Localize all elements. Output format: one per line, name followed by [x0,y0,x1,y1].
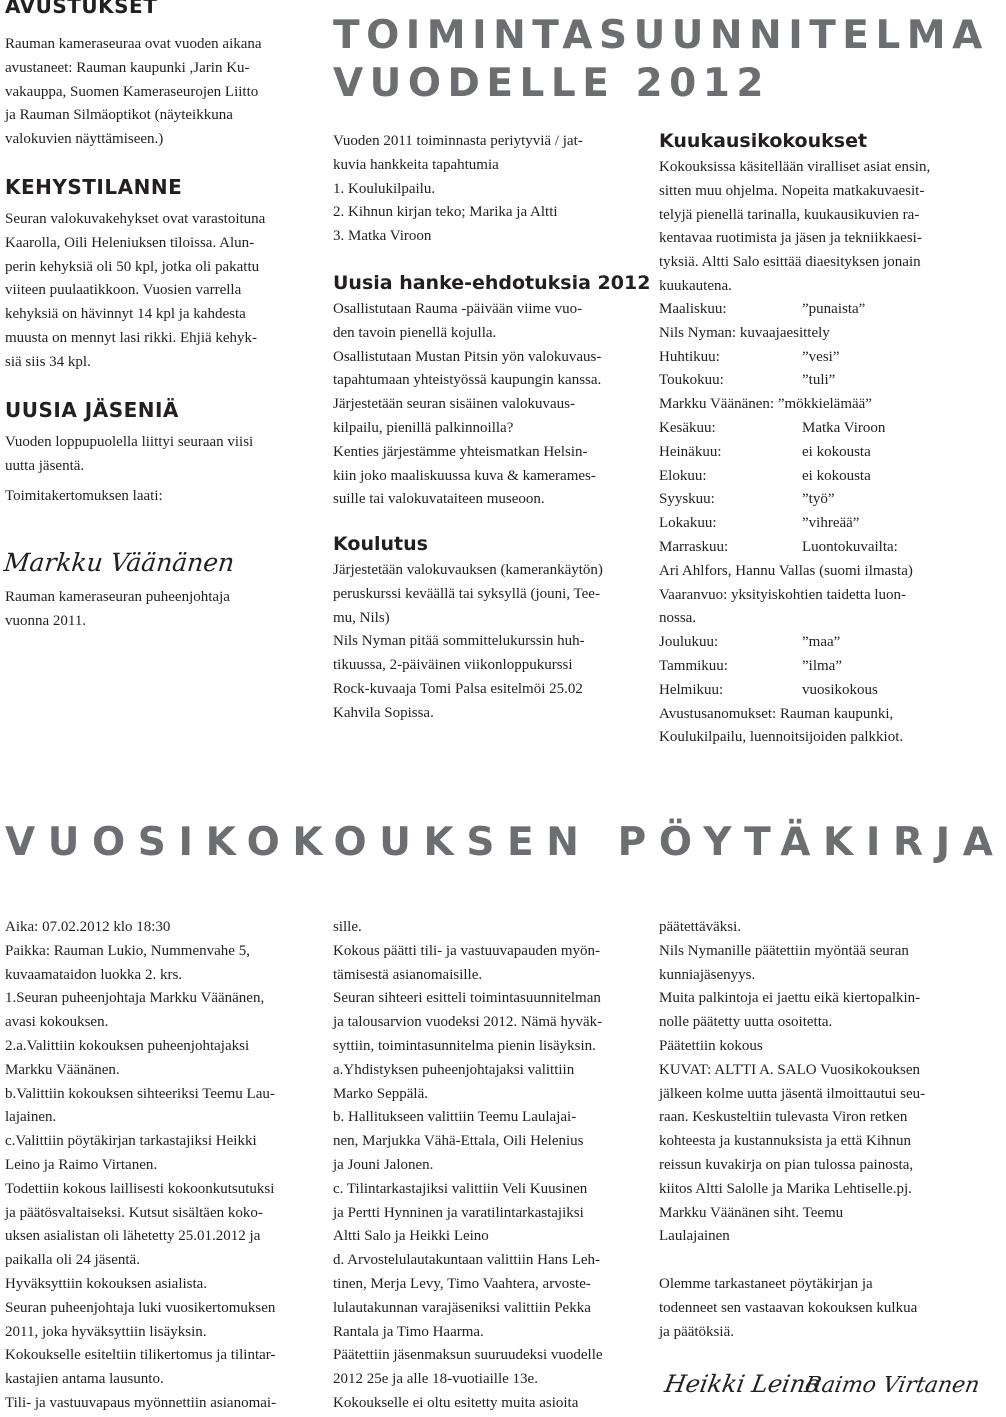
month-label: Lokakuu: [659,515,717,532]
text-line: kunniajäsenyys. [659,966,756,983]
schedule-row [659,631,957,655]
intro-text [333,130,629,249]
left-column [2,0,301,629]
signature-heikki-leino [662,1356,823,1406]
text-line: viiteen puulaatikkoon. Vuosien varrella [5,282,242,299]
text-line: jälkeen kolme uutta jäsentä ilmoittautui seu- [659,1085,926,1102]
text-line: uksen asialistan oli lähetetty 25.01.2012 ja [5,1228,261,1245]
text-line: Päätettiin kokous [659,1037,763,1054]
text-line: kuukautena. [659,277,732,294]
text-line: Rantala ja Timo Haarma. [333,1323,484,1340]
schedule-row [659,607,957,631]
month-label: Elokuu: [659,467,707,484]
schedule-row [659,584,957,608]
text-line: Rauman kameraseuran puheenjohtaja [5,589,230,605]
text-line: Avustusanomukset: Rauman kaupunki, [659,705,894,722]
kehystilanne-text [5,208,301,375]
month-topic: ”punaista” [802,301,866,317]
text-line: Vuoden 2011 toiminnasta periytyviä / jat- [333,133,583,149]
text-line: c.Valittiin pöytäkirjan tarkastajiksi Heikki [5,1133,257,1150]
koulutus-text [333,559,629,726]
text-line: Tili- ja vastuuvapaus myönnettiin asianomai- [5,1394,277,1411]
text-line: tikuussa, 2-päiväinen viikonloppukurssi [333,657,573,674]
month-label: Tammikuu: [659,657,728,674]
text-line: kuvaamataidon luokka 2. krs. [5,966,183,983]
month-label: Maaliskuu: [659,301,727,317]
heading-kuukausikokoukset: Kuukausikokoukset [659,130,868,152]
schedule-row [659,322,957,346]
text-line: ja Jouni Jalonen. [333,1156,434,1173]
text-line: avasi kokouksen. [5,1014,109,1031]
text-line: siä siis 34 kpl. [5,353,91,370]
text-line: Todettiin kokous laillisesti kokoonkutsutuksi [5,1180,275,1197]
text-line: Nils Nyman pitää sommittelukurssin huh- [333,633,585,650]
text-line: Osallistutaan Rauma -päivään viime vuo- [333,301,583,317]
schedule-list [659,298,957,750]
signature-markku [2,535,236,585]
text-line: Kokoukselle ei oltu esitetty muita asioita [333,1394,579,1411]
text-line: Kokous päätti tili- ja vastuuvapauden myön- [333,942,601,959]
text-line: kastajien antama lausunto. [5,1371,164,1388]
text-line: ja päätösvaltaiseksi. Kutsut sisältäen koko- [5,1204,263,1221]
text-line: mu, Nils) [333,609,390,626]
text-line: raan. Keskusteltiin tulevasta Viron retken [659,1109,908,1126]
text-line: suille tai valokuvataiteen museoon. [333,491,545,508]
text-line: kiin joko maaliskuussa kuva & kamerames- [333,467,596,484]
text-line: b.Valittiin kokouksen sihteeriksi Teemu Lau- [5,1085,275,1102]
text-line: Markku Väänänen. [5,1061,120,1078]
signature-raimo-virtanen [802,1356,982,1406]
text-line: Osallistutaan Mustan Pitsin yön valokuvaus- [333,348,602,365]
month-topic: vuosikokous [802,681,878,698]
month-label: Syyskuu: [659,491,715,508]
minutes-column-1 [5,916,303,1416]
text-line: Rock-kuvaaja Tomi Palsa esitelmöi 25.02 [333,680,583,697]
schedule-note: Ari Ahlfors, Hannu Vallas (suomi ilmasta) [659,562,913,579]
text-line: Paikka: Rauman Lukio, Nummenvahe 5, [5,942,250,959]
schedule-row [659,536,957,560]
signature-text: Heikki Leino [662,1370,823,1398]
month-label: Kesäkuu: [659,419,716,436]
text-line: 1.Seuran puheenjohtaja Markku Väänänen, [5,990,265,1007]
text-line: c. Tilintarkastajiksi valittiin Veli Kuusinen [333,1180,588,1197]
schedule-row [659,346,957,370]
text-line: kuvia hankkeita tapahtumia [333,156,499,173]
minutes-column-2 [333,916,633,1416]
month-topic: Matka Viroon [802,419,886,436]
text-line: Hyväksyttiin kokouksen asialista. [5,1275,208,1292]
minutes-banner: VUOSIKOKOUKSEN PÖYTÄKIRJA [5,820,1006,865]
text-line: Päätettiin jäsenmaksun suuruudeksi vuodelle [333,1347,603,1364]
text-line: Nils Nymanille päätettiin myöntää seuran [659,942,909,959]
schedule-row [659,488,957,512]
text-line: reissun kuvakirja on pian tulossa painosta, [659,1156,914,1173]
schedule-note: Nils Nyman: kuvaajaesittely [659,324,830,341]
schedule-note: nossa. [659,610,697,627]
text-line: todenneet sen vastaavan kokouksen kulkua [659,1299,918,1316]
text-line: a.Yhdistyksen puheenjohtajaksi valittiin [333,1061,575,1078]
text-line: kiitos Altti Salolle ja Marika Lehtiselle.pj. [659,1180,912,1197]
schedule-row [659,465,957,489]
text-line: vuonna 2011. [5,612,87,629]
text-line: ja talousarvion vuodeksi 2012. Nämä hyväk- [333,1014,603,1031]
text-line: nen, Marjukka Vähä-Ettala, Oili Helenius [333,1133,584,1150]
month-topic: ”maa” [802,634,841,651]
schedule-row [659,298,957,322]
text-line: avustaneet: Rauman kaupunki ,Jarin Ku- [5,59,250,76]
text-line: Markku Väänänen siht. Teemu [659,1204,844,1221]
list-item: 1. Koulukilpailu. [333,180,436,197]
schedule-row [659,560,957,584]
text-line: Järjestetään seuran sisäinen valokuvaus- [333,396,575,413]
text-line: kentavaa ruotimista ja jäsen ja tekniikkaesi- [659,230,922,247]
text-line: tyksiä. Altti Salo esittää diaesityksen jonain [659,254,921,271]
text-line: KUVAT: ALTTI A. SALO Vuosikokouksen [659,1061,921,1078]
avustukset-text [5,33,301,152]
text-line: Kokouksissa käsitellään viralliset asiat ensin, [659,159,931,175]
text-line: Olemme tarkastaneet pöytäkirjan ja [659,1276,873,1293]
text-line: ja päätöksiä. [659,1323,734,1340]
text-line: Kahvila Sopissa. [333,704,434,721]
text-line: Seuran valokuvakehykset ovat varastoituna [5,211,266,227]
text-line: syttiin, toimintasunnitelma pienin lisäyksin. [333,1037,596,1054]
month-topic: ”vesi” [802,348,840,365]
text-line: perin kehyksiä oli 50 kpl, jotka oli pakattu [5,258,260,275]
signature-text: Markku Väänänen [2,548,236,577]
text-line: kehyksiä on hävinnyt 14 kpl ja kahdesta [5,306,246,323]
text-line: Kokoukselle esiteltiin tilikertomus ja tilintar- [5,1347,276,1364]
text-line: ja Rauman Silmäoptikot (näyteikkuna [5,107,233,124]
heading-uusia-jasenia: UUSIA JÄSENIÄ [5,398,179,422]
month-topic: ”vihreää” [802,515,860,532]
spacer [659,1249,957,1273]
month-topic: ”työ” [802,491,835,508]
role-text [5,586,301,634]
kuukausi-intro [659,156,957,299]
month-label: Joulukuu: [659,634,719,651]
month-label: Helmikuu: [659,681,724,698]
schedule-note: Markku Väänänen: ”mökkielämää” [659,396,872,413]
text-line: uutta jäsentä. [5,457,85,474]
month-label: Marraskuu: [659,538,729,555]
month-topic: ei kokousta [802,443,871,460]
heading-kehystilanne: KEHYSTILANNE [5,175,183,199]
text-line: Koulukilpailu, luennoitsijoiden palkkiot. [659,729,904,746]
text-line: ja Pertti Hynninen ja varatilintarkastajiksi [333,1204,584,1221]
schedule-row [659,679,957,703]
uusia-text [5,431,301,479]
text-line: Laulajainen [659,1228,730,1245]
month-topic: ei kokousta [802,467,871,484]
text-line: muusta on mennyt lasi rikki. Ehjiä kehyk- [5,329,258,346]
text-line: lajainen. [5,1109,57,1126]
text-line: Marko Seppälä. [333,1085,428,1102]
text-line: päätettäväksi. [659,919,742,935]
month-topic: ”ilma” [802,657,842,674]
text-line: valokuvien näyttämiseen.) [5,131,164,148]
text-line: Muita palkintoja ei jaettu eikä kiertopalkin- [659,990,921,1007]
month-label: Heinäkuu: [659,443,722,460]
text-line: vakauppa, Suomen Kameraseurojen Liitto [5,83,259,100]
laati-text: Toimitakertomuksen laati: [5,488,163,504]
text-line: Altti Salo ja Heikki Leino [333,1228,489,1245]
text-line: Kenties järjestämme yhteismatkan Helsin- [333,443,588,460]
text-line: den tavoin pienellä kojulla. [333,324,497,341]
text-line: 2.a.Valittiin kokouksen puheenjohtajaksi [5,1037,250,1054]
text-line: telyjä pienellä tarinalla, kuukausikuvien ra- [659,206,920,223]
schedule-row [659,441,957,465]
text-line: 2012 25e ja alle 18-vuotiaille 13e. [333,1371,538,1388]
text-line: kilpailu, pienillä palkinnoilla? [333,419,514,436]
title-line-2: VUODELLE 2012 [333,61,770,106]
text-line: peruskurssi keväällä tai syksyllä (jouni, Tee- [333,585,600,602]
text-line: Järjestetään valokuvauksen (kamerankäytön) [333,562,603,578]
text-line: lulautakunnan varajäseniksi valittiin Pekka [333,1299,591,1316]
text-line: Rauman kameraseuraa ovat vuoden aikana [5,36,262,52]
text-line: b. Hallitukseen valittiin Teemu Laulajai- [333,1109,577,1126]
month-topic: Luontokuvailta: [802,538,898,555]
heading-avustukset: AVUSTUKSET [5,0,158,18]
text-line: 2011, joka hyväksyttiin lisäyksin. [5,1323,207,1340]
schedule-row [659,655,957,679]
text-line: Seuran sihteeri esitteli toimintasuunnitelman [333,990,601,1007]
minutes-column-3 [659,916,957,1345]
text-line: sille. [333,919,362,935]
month-label: Toukokuu: [659,372,724,389]
hanke-text [333,298,629,512]
text-line: paikalla oli 24 jäsentä. [5,1252,140,1269]
text-line: sitten muu ohjelma. Nopeita matkakuvaesit- [659,182,925,199]
text-line: kohteesta ja kustannuksista ja että Kihnun [659,1133,912,1150]
signature-text: Raimo Virtanen [802,1372,982,1398]
text-line: Seuran puheenjohtaja luki vuosikertomuksen [5,1299,276,1316]
month-topic: ”tuli” [802,372,836,389]
schedule-row [659,417,957,441]
heading-koulutus: Koulutus [333,533,428,555]
text-line: Kaarolla, Oili Heleniuksen tiloissa. Alun- [5,234,255,251]
schedule-row [659,512,957,536]
list-item: 2. Kihnun kirjan teko; Marika ja Altti [333,204,558,221]
text-line: nolle päätetty uutta osoitetta. [659,1014,833,1031]
month-label: Huhtikuu: [659,348,720,365]
text-line: Aika: 07.02.2012 klo 18:30 [5,919,171,935]
title-line-1: TOIMINTASUUNNITELMA [333,13,989,58]
text-line: Vuoden loppupuolella liittyi seuraan viisi [5,434,254,450]
schedule-note: Vaaranvuo: yksityiskohtien taidetta luon- [659,586,907,603]
schedule-row [659,369,957,393]
heading-hanke: Uusia hanke-ehdotuksia 2012 [333,272,651,294]
text-line: tinen, Merja Levy, Timo Vaahtera, arvoste- [333,1275,591,1292]
list-item: 3. Matka Viroon [333,228,432,245]
schedule-row [659,393,957,417]
text-line: d. Arvostelulautakuntaan valittiin Hans Leh- [333,1252,601,1269]
text-line: Leino ja Raimo Virtanen. [5,1156,158,1173]
text-line: tapahtumaan yhteistyössä kaupungin kanssa. [333,372,602,389]
text-line: tämisestä asianomaisille. [333,966,483,983]
